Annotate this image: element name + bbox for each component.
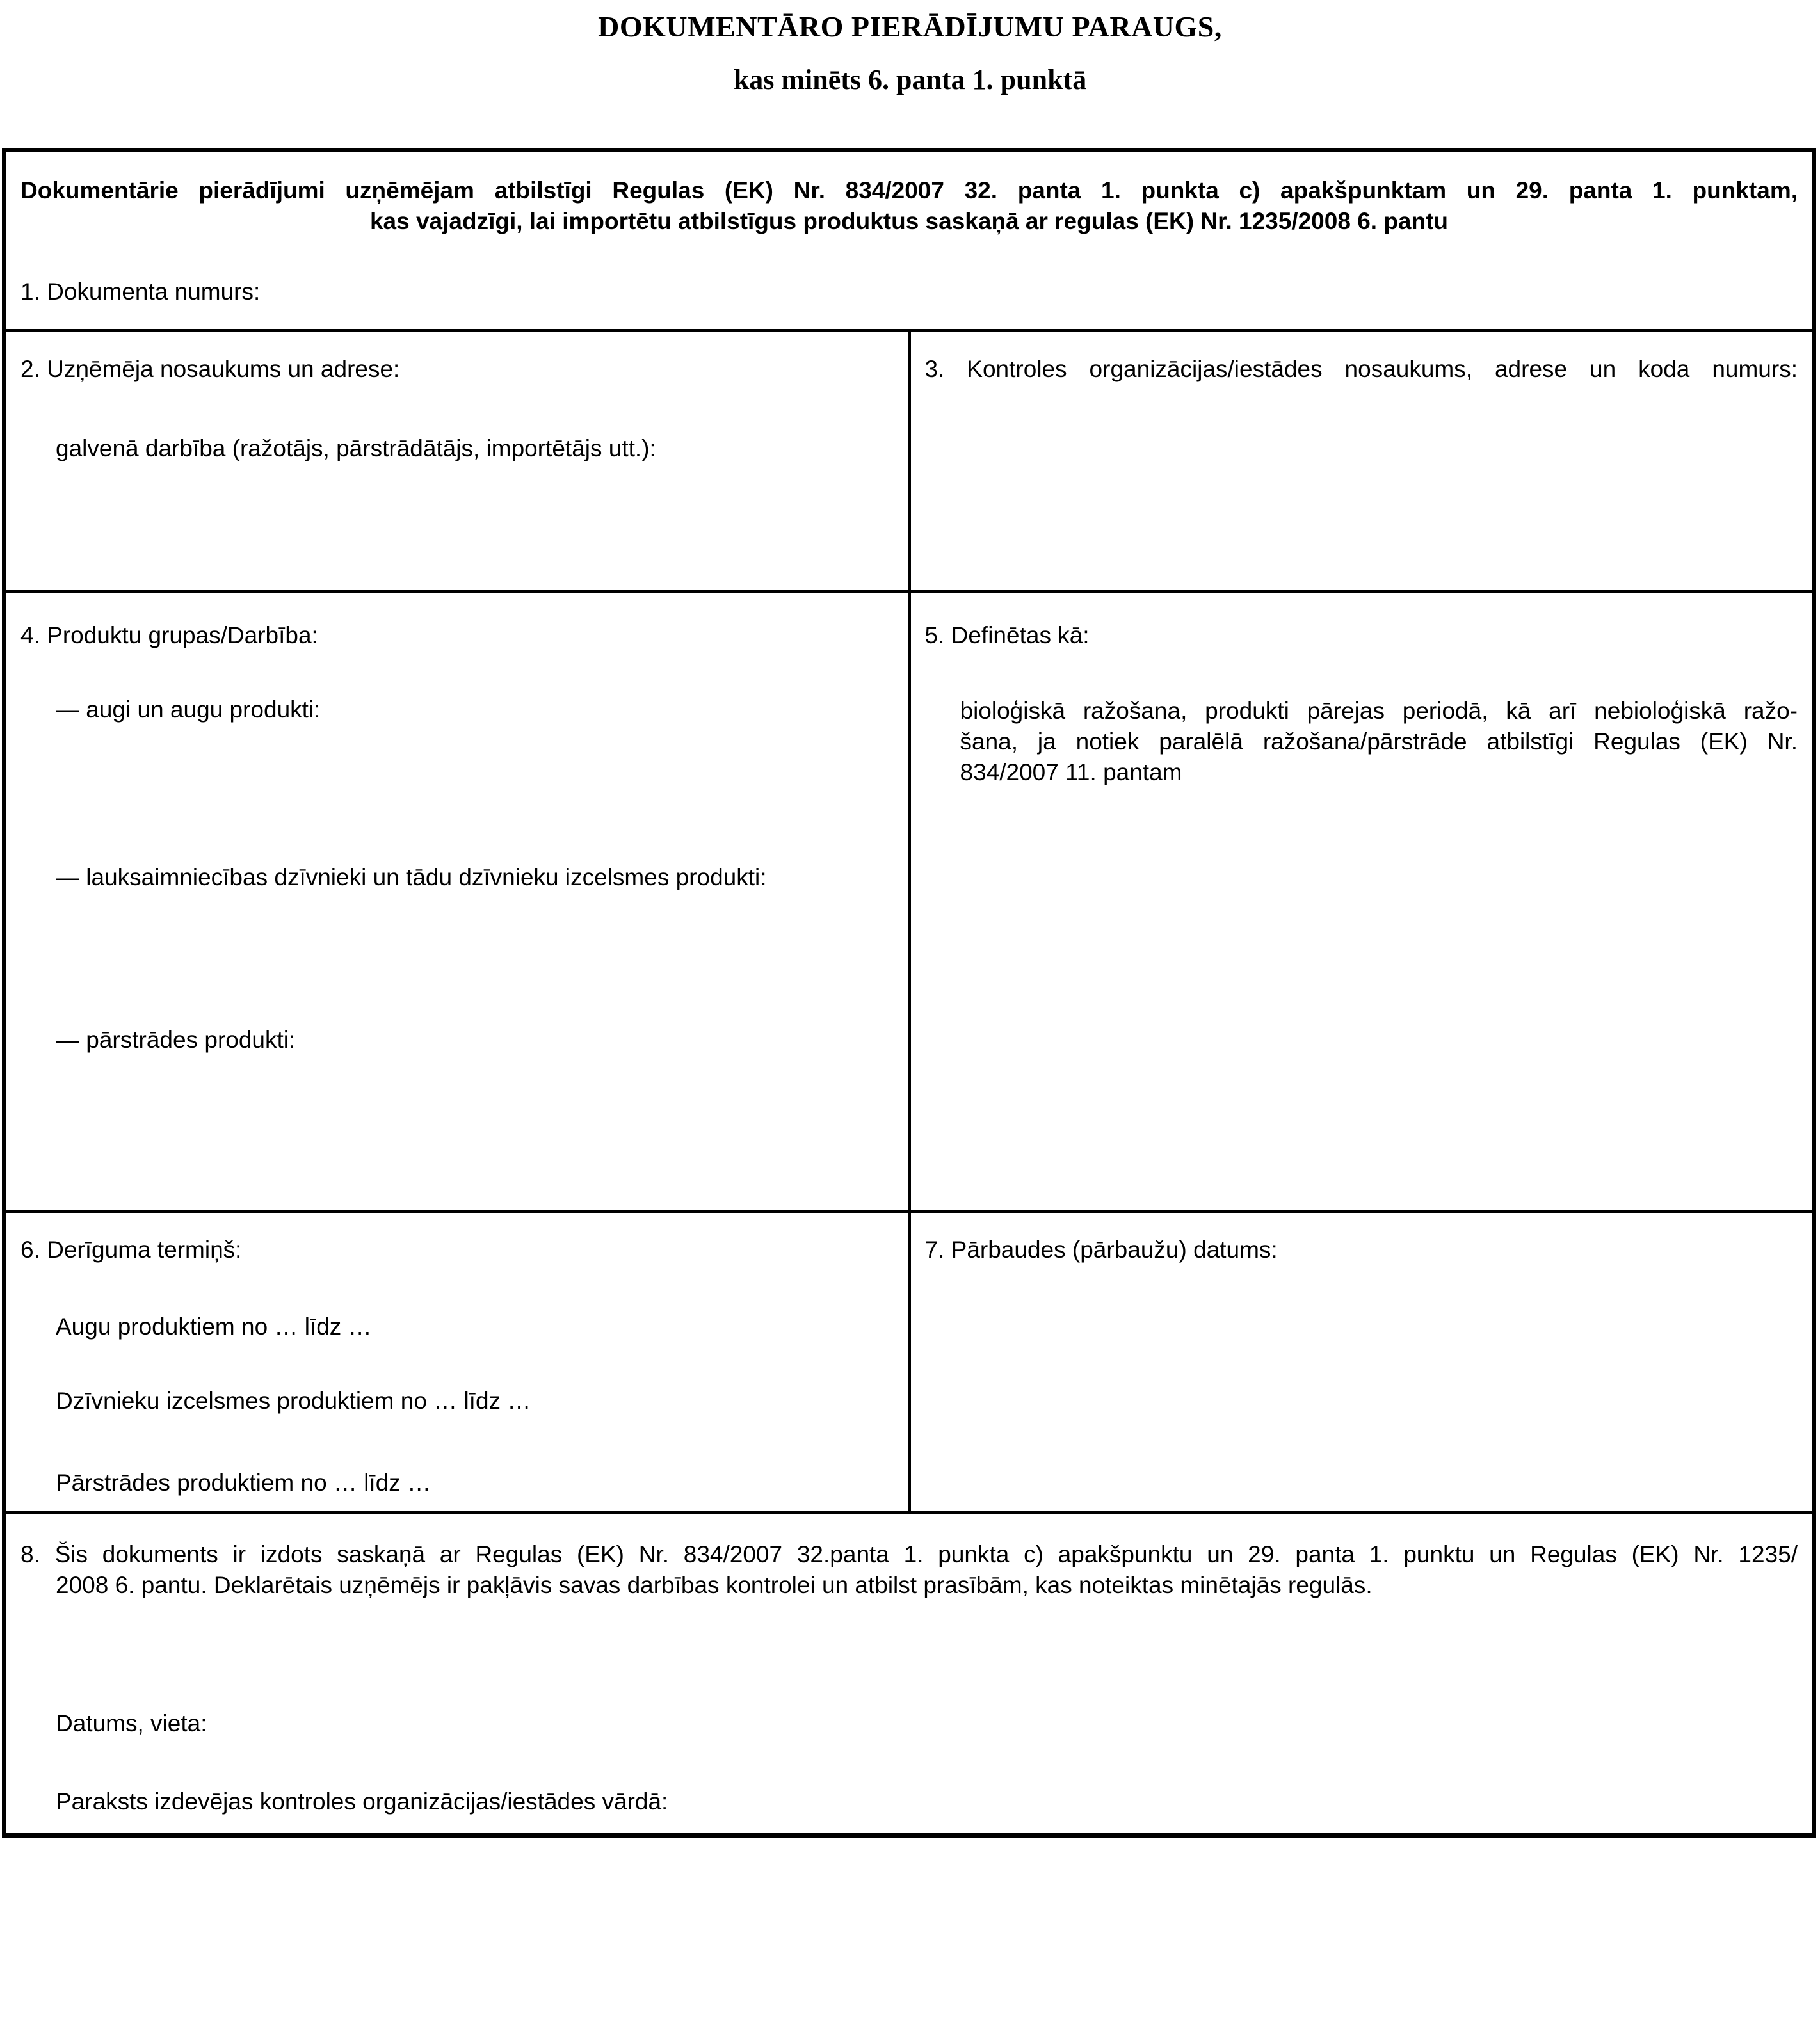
evidence-form-table (2, 148, 1816, 1838)
item-7-verification-date-label: 7. Pārbaudes (pārbaužu) datums: (924, 1237, 1278, 1263)
item-3-control-body-name: 3. Kontroles organizācijas/iestādes nosaukums, adrese un koda numurs: (924, 356, 1798, 382)
cell-3-control-body (909, 331, 1814, 592)
cell-2-operator (4, 331, 910, 592)
signature-label: Paraksts izdevējas kontroles organizācijas/iestādes vārdā: (56, 1788, 668, 1815)
product-item-processed: — pārstrādes produkti: (56, 1027, 296, 1053)
header-line-2: kas vajadzīgi, lai importētu atbilstīgus produktus saskaņā ar regulas (EK) Nr. 1235/2008 6. pantu (369, 208, 1449, 234)
definition-line-1: bioloģiskā ražošana, produkti pārejas periodā, kā arī nebioloģiskā ražo- (960, 698, 1798, 724)
declaration-line-1: 8. Šis dokuments ir izdots saskaņā ar Regulas (EK) Nr. 834/2007 32.panta 1. punkta c) apakšpunktu un 29. panta 1. punktu un Regulas (EK) Nr. 1235/ (20, 1541, 1798, 1567)
item-4-product-groups-label: 4. Produktu grupas/Darbība: (20, 622, 318, 648)
document-titles (0, 0, 1820, 148)
date-place-label: Datums, vieta: (56, 1710, 207, 1736)
item-2-operator-name-address: 2. Uzņēmēja nosaukums un adrese: (20, 356, 400, 382)
product-item-plants: — augi un augu produkti: (56, 696, 321, 723)
item-1-document-number: 1. Dokumenta numurs: (20, 278, 261, 305)
page-subtitle: kas minēts 6. panta 1. punktā (733, 64, 1087, 95)
cell-4-product-groups (4, 592, 910, 1212)
definition-line-2: šana, ja notiek paralēlā ražošana/pārstrāde atbilstīgi Regulas (EK) Nr. (960, 728, 1798, 755)
validity-item-processed-products: Pārstrādes produktiem no … līdz … (56, 1470, 431, 1496)
product-item-livestock: — lauksaimniecības dzīvnieki un tādu dzīvnieku izcelsmes produkti: (56, 864, 767, 890)
cell-6-validity (4, 1212, 910, 1512)
cell-header (4, 150, 1814, 331)
validity-item-animal-products: Dzīvnieku izcelsmes produktiem no … līdz … (56, 1388, 531, 1414)
cell-7-verification-date (909, 1212, 1814, 1512)
page-title: DOKUMENTĀRO PIERĀDĪJUMU PARAUGS, (598, 10, 1222, 43)
item-5-defined-as-label: 5. Definētas kā: (924, 622, 1090, 648)
header-line-1: Dokumentārie pierādījumi uzņēmējam atbilstīgi Regulas (EK) Nr. 834/2007 32. panta 1. punkta c) apakšpunktam un 29. panta 1. punktam, (20, 177, 1798, 204)
item-2-main-activity: galvenā darbība (ražotājs, pārstrādātājs, importētājs utt.): (56, 435, 656, 461)
cell-8-declaration (4, 1512, 1814, 1836)
cell-5-defined-as (909, 592, 1814, 1212)
item-6-validity-label: 6. Derīguma termiņš: (20, 1237, 242, 1263)
validity-item-plant-products: Augu produktiem no … līdz … (56, 1313, 372, 1340)
definition-line-3: 834/2007 11. pantam (960, 759, 1182, 785)
declaration-line-2: 2008 6. pantu. Deklarētais uzņēmējs ir pakļāvis savas darbības kontrolei un atbilst prasībām, kas noteiktas minētajās regulās. (56, 1572, 1373, 1598)
